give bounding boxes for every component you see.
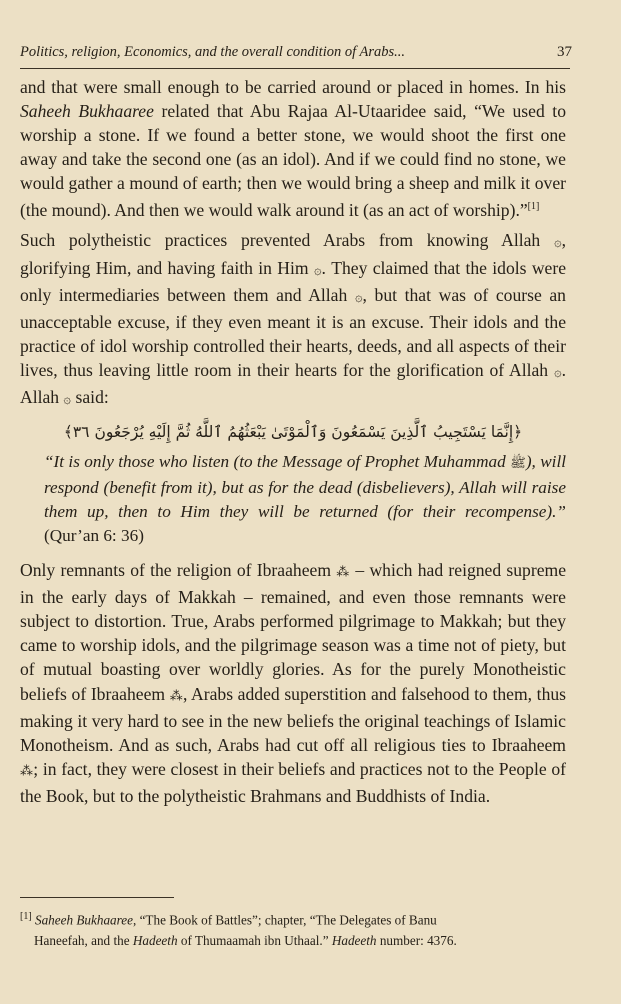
footnote-ref: [1] (527, 201, 540, 213)
arabic-verse: ﴿إِنَّمَا يَسْتَجِيبُ ٱلَّذِينَ يَسْمَعُونَ وَٱلْمَوْتَىٰ يَبْعَثُهُمُ ٱللَّهُ ثُمَّ إِلَيْهِ يُرْجَعُونَ ٣٦﴾ (63, 423, 523, 442)
honorific-icon: ۞ (63, 391, 72, 407)
page-number: 37 (557, 44, 572, 60)
footnote: [1] Saheeh Bukhaaree, “The Book of Battles”; chapter, “The Delegates of Banu Haneefah, and the Hadeeth of Thumaamah ibn Uthaal.” Hadeeth number: 4376. (20, 911, 457, 949)
paragraph-3: Only remnants of the religion of Ibraaheem ⁂ – which had reigned supreme in the early days of Makkah – remained, and even those remnants were subject to distortion. True, Arabs performed pilgrimage to Makkah; but they came to worship idols, and the pilgrimage season was a time not of piety, but of mutual boasting over worldly glories. As for the purely Monotheistic beliefs of Ibraaheem ⁂, Arabs added superstition and falsehood to them, thus making it very hard to see in the new beliefs the original teachings of Islamic Monotheism. And as such, Arabs had cut off all religious ties to Ibraaheem ⁂; in fact, they were closest in their beliefs and practices not to the People of the Book, but to the polytheistic Brahmans and Buddhists of India. (20, 560, 567, 806)
salutation-icon: ﷺ (510, 456, 526, 472)
paragraph-1: and that were small enough to be carried around or placed in homes. In his Saheeh Bukhaaree related that Abu Rajaa Al-Utaaridee said, “We used to worship a stone. If we found a better stone, we would shoot the first one away and take the second one (as an idol). And if we could find no stone, we would gather a mound of earth; then we would bring a sheep and milk it over (the mound). And then we would walk around it (as an act of worship).”[1] (20, 77, 566, 221)
salutation-icon: ⁂ (20, 763, 34, 779)
honorific-icon: ۞ (553, 364, 562, 380)
salutation-icon: ⁂ (169, 688, 183, 704)
body-text (20, 75, 566, 814)
page-header (20, 44, 572, 61)
running-title: Politics, religion, Economics, and the overall condition of Arabs... (20, 44, 406, 60)
honorific-icon: ۞ (354, 289, 363, 305)
salutation-icon: ⁂ (336, 565, 351, 581)
footnote-rule (20, 897, 174, 898)
header-rule (20, 68, 570, 69)
footnote-mark: [1] (20, 911, 32, 922)
verse-citation: (Qur’an 6: 36) (44, 526, 144, 546)
honorific-icon: ۞ (313, 262, 322, 278)
verse-translation: “It is only those who listen (to the Message of Prophet Muhammad ﷺ), will respond (benefit from it), but as for the dead (disbelievers), Allah will raise them up, then to Him they will be returned (for their recompense).” (Qur’an 6: 36) (44, 452, 567, 546)
book-title: Saheeh Bukhaaree (20, 101, 154, 122)
honorific-icon: ۞ (553, 235, 562, 251)
paragraph-2: Such polytheistic practices prevented Arabs from knowing Allah ۞, glorifying Him, and having faith in Him ۞. They claimed that the idols were only intermediaries between them and Allah ۞, but that was of course an unacceptable excuse, if they even meant it is an excuse. Their idols and the practice of idol worship controlled their hearts, deeds, and all aspects of their lives, thus leaving little room in their hearts for the glorification of Allah ۞. Allah ۞ said: (20, 230, 567, 407)
